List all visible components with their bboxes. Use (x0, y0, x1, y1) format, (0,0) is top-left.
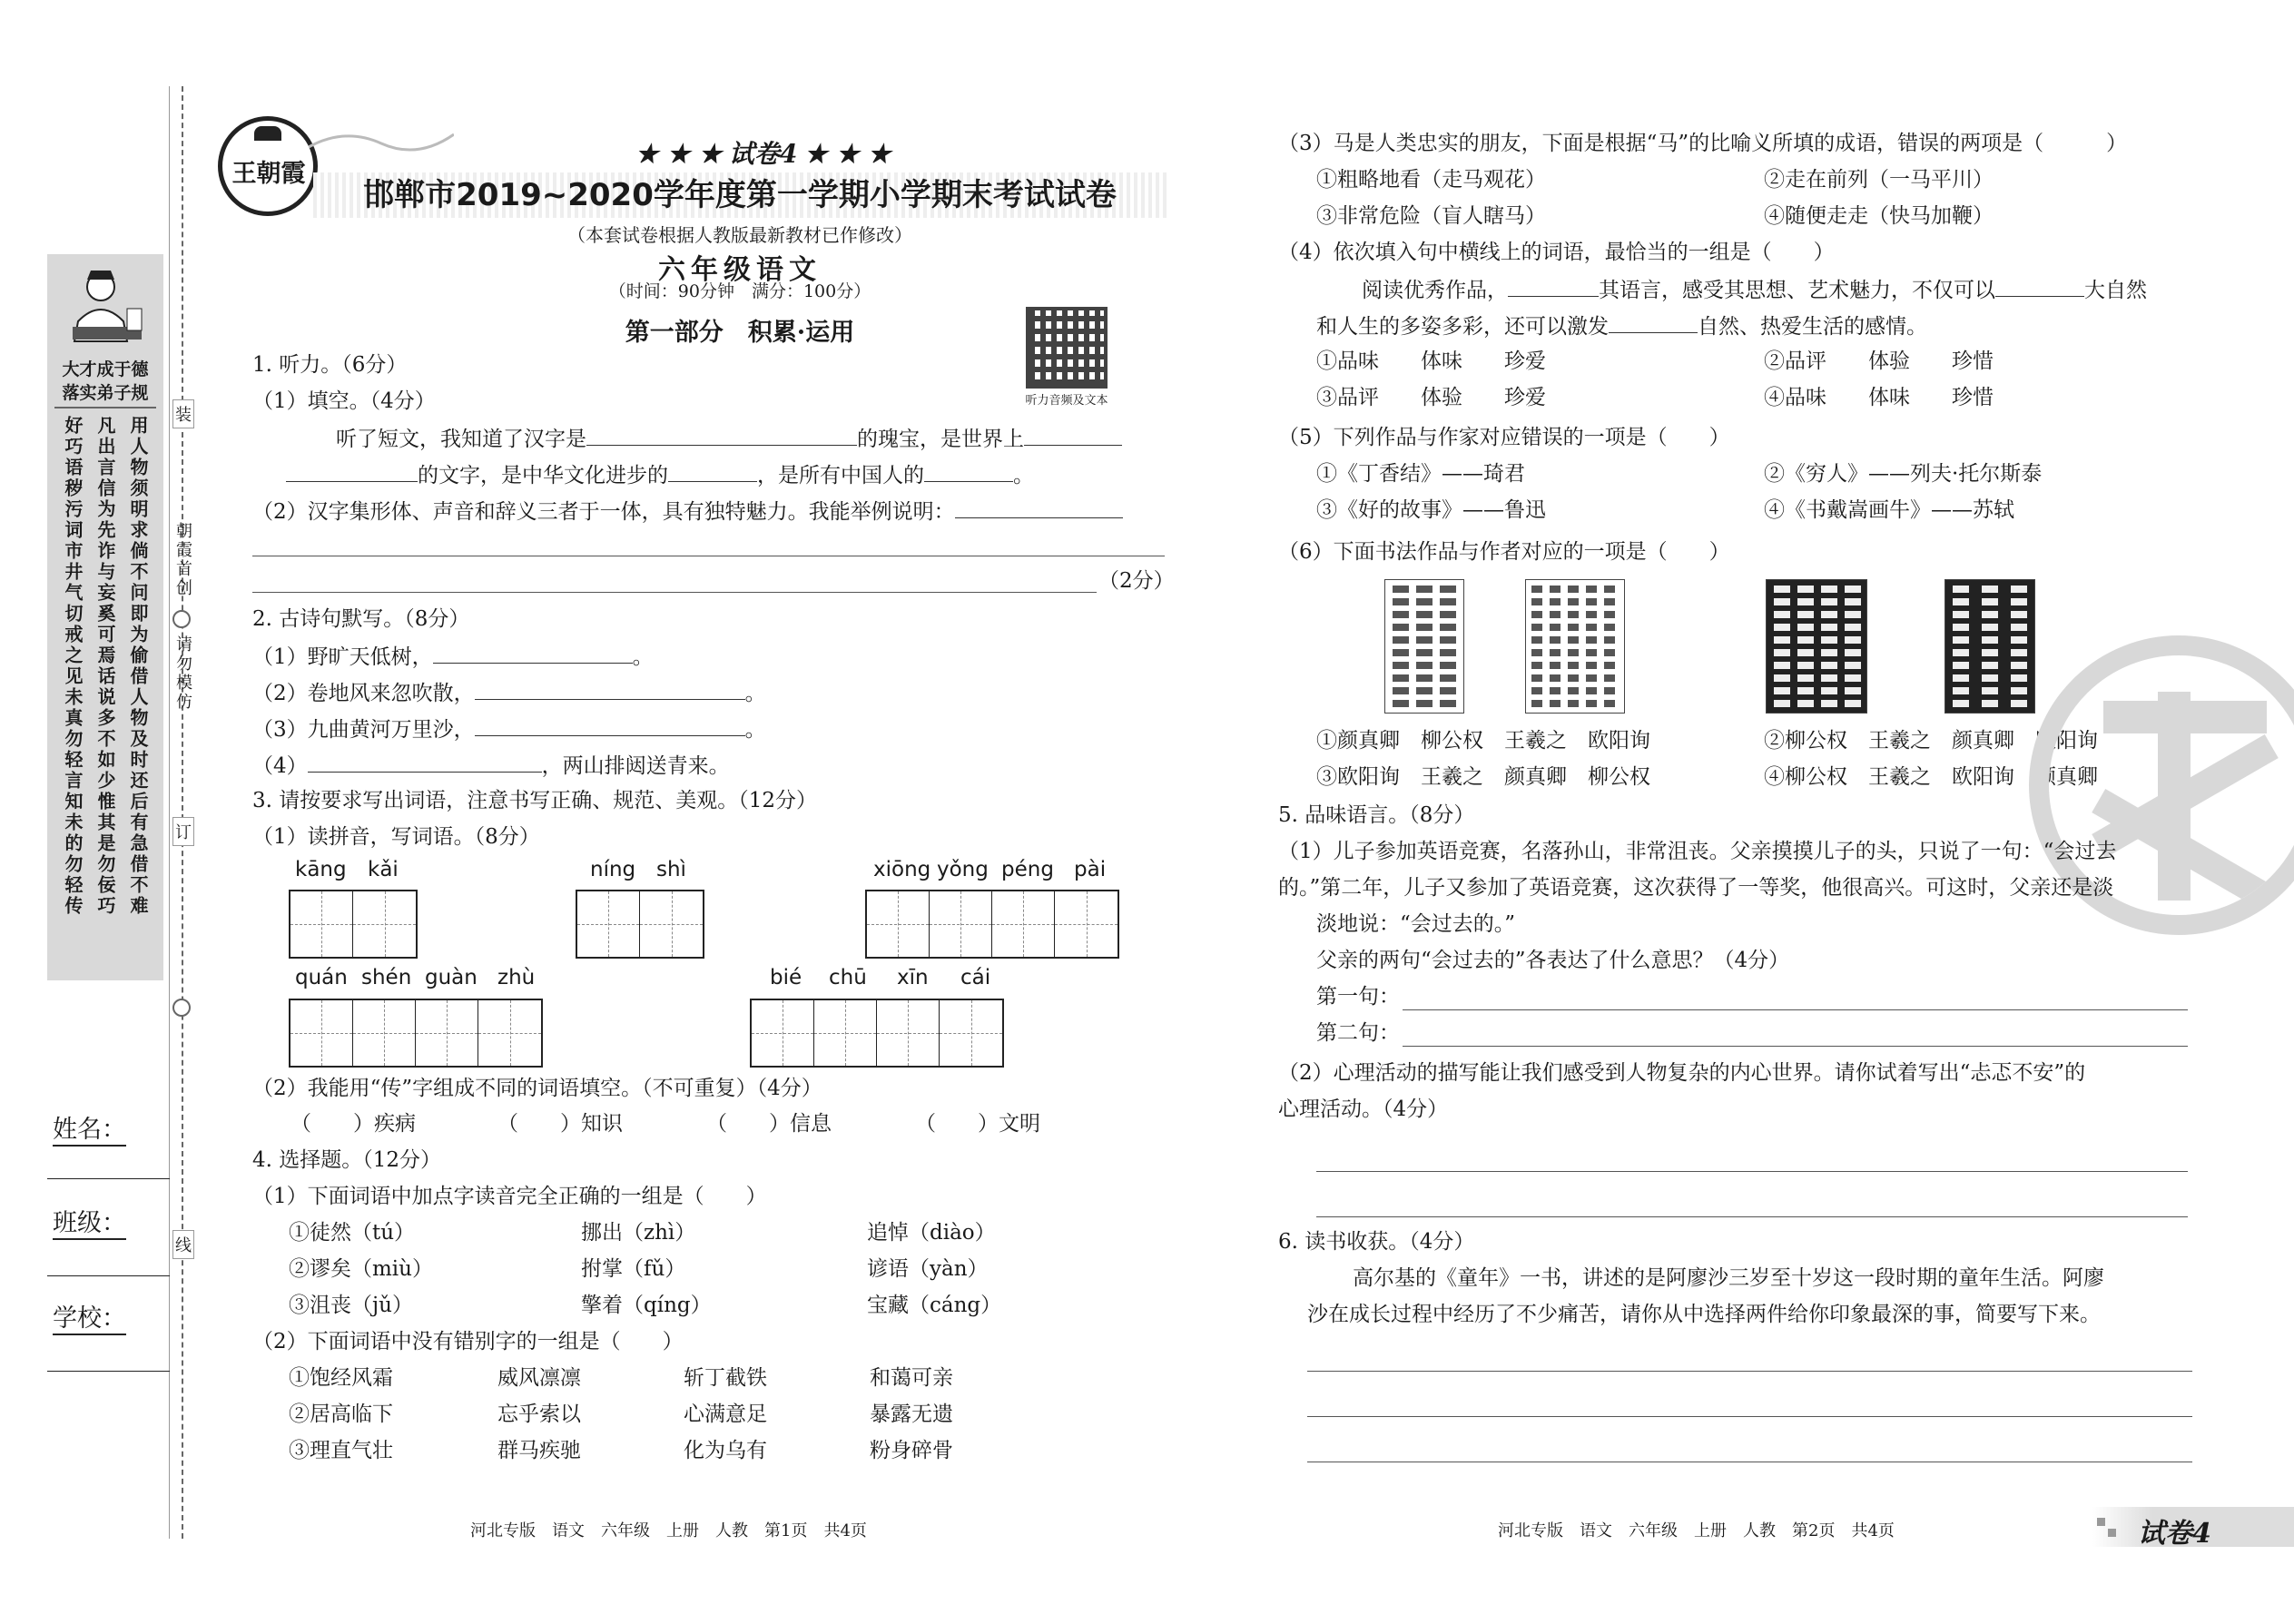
q2-blank-2[interactable] (475, 679, 745, 700)
brand-logo (218, 116, 318, 216)
pinyin-3-1: xiōng (873, 858, 931, 881)
q4-sub3-opt-1[interactable]: ①粗略地看（走马观花） (1316, 168, 1546, 192)
q1-sub2: （2）汉字集形体、声音和辞义三者于一体，具有独特魅力。我能举例说明： (252, 500, 955, 524)
class-label: 班级： (53, 1203, 126, 1240)
q2-title: 2. 古诗句默写。（8分） (252, 607, 470, 631)
writing-grid-2[interactable] (576, 890, 704, 959)
q3-sub1: （1）读拼音，写词语。（8分） (252, 825, 540, 849)
class-field[interactable] (47, 1275, 170, 1276)
calligraphy-sample-4 (1944, 579, 2035, 714)
pinyin-1-1: kāng (295, 858, 347, 881)
q3-title: 3. 请按要求写出词语，注意书写正确、规范、美观。（12分） (252, 789, 818, 812)
q5-first-label: 第一句： (1316, 985, 1400, 1009)
q4-sub2-opt-2a[interactable]: ②居高临下 (289, 1403, 393, 1426)
q4-sub2-opt-1b[interactable]: 威风凛凛 (497, 1366, 581, 1390)
q4-sub4-text-b: 其语言，感受其思想、艺术魅力，不仅可以 (1599, 279, 1995, 302)
footer-left: 河北专版 语文 六年级 上册 人教 第1页 共4页 (470, 1521, 867, 1540)
pinyin-5-2: chū (829, 966, 867, 989)
pinyin-3-4: pài (1074, 858, 1107, 881)
q4-sub5-opt-1[interactable]: ①《丁香结》——琦君 (1316, 462, 1525, 486)
footer-right: 河北专版 语文 六年级 上册 人教 第2页 共4页 (1498, 1521, 1895, 1540)
q4-sub1-opt-2a[interactable]: ②谬矣（miù） (289, 1257, 433, 1281)
q6-para1: 高尔基的《童年》一书，讲述的是阿廖沙三岁至十岁这一段时期的童年生活。阿廖 (1353, 1266, 2104, 1290)
q1-blank-2[interactable] (1024, 425, 1122, 446)
q5-first-answer[interactable] (1403, 1009, 2188, 1010)
q4-sub5-opt-3[interactable]: ③《好的故事》——鲁迅 (1316, 498, 1546, 522)
name-field[interactable] (47, 1178, 170, 1179)
pinyin-3-2: yǒng (937, 858, 989, 881)
pinyin-1-2: kǎi (368, 858, 399, 881)
q1-answer-line-2[interactable] (252, 592, 1097, 593)
q3-fill-2[interactable]: （ ）知识 (497, 1112, 623, 1136)
q1-blank-3[interactable] (286, 461, 418, 482)
writing-grid-5[interactable] (750, 999, 1004, 1068)
sidebar-slogan-2: 落实弟子规 (62, 383, 149, 403)
q5-sub2-line1: （2）心理活动的描写能让我们感受到人物复杂的内心世界。请你试着写出“忐忑不安”的 (1278, 1061, 2086, 1085)
q2-line4 (252, 752, 730, 779)
q4-sub4-blank-3[interactable] (1609, 312, 1698, 333)
q4-sub5: （5）下列作品与作家对应错误的一项是（ ） (1278, 426, 1730, 449)
q4-sub2-opt-2d[interactable]: 暴露无遗 (870, 1403, 953, 1426)
q3-sub2: （2）我能用“传”字组成不同的词语填空。（不可重复）（4分） (252, 1077, 822, 1100)
part1-title: 第一部分 积累·运用 (625, 319, 855, 347)
q1-text-d: ，是所有中国人的 (757, 464, 924, 487)
pinyin-4-2: shén (361, 966, 412, 989)
q4-sub4-opt-4[interactable]: ④品味 体味 珍惜 (1764, 386, 1994, 409)
title-banner (313, 172, 1167, 218)
q4-sub1-opt-1b[interactable]: 挪出（zhì） (581, 1221, 696, 1245)
logo-text: 王朝霞 (231, 160, 306, 188)
q4-sub2-opt-3b[interactable]: 群马疾驰 (497, 1439, 581, 1462)
logo-crown-icon (254, 126, 281, 141)
pinyin-5-4: cái (960, 966, 991, 989)
q1-text-c: 的文字，是中华文化进步的 (418, 464, 668, 487)
exam-number-label: ★ ★ ★ 试卷4 ★ ★ ★ (635, 139, 891, 169)
q5-question: 父亲的两句“会过去的”各表达了什么意思？（4分） (1316, 949, 1790, 972)
q1-sub2-line (252, 497, 1123, 525)
q4-sub1-opt-1c[interactable]: 追悼（diào） (867, 1221, 996, 1245)
q4-sub4-opt-1[interactable]: ①品味 体味 珍爱 (1316, 349, 1546, 373)
grade-subject: 六年级语文 (658, 254, 822, 286)
q5-para1: （1）儿子参加英语竞赛，名落孙山，非常沮丧。父亲摸摸儿子的头，只说了一句：“会过去 (1278, 840, 2117, 863)
footer-tag-squares (2097, 1518, 2117, 1538)
q4-sub1-opt-2b[interactable]: 拊掌（fǔ） (581, 1257, 686, 1281)
writing-grid-3[interactable] (865, 890, 1119, 959)
q2-period-2: 。 (744, 682, 766, 705)
q1-text-a: 听了短文，我知道了汉字是 (336, 428, 586, 451)
q2-line2 (252, 679, 766, 706)
pinyin-4-3: guàn (425, 966, 478, 989)
pinyin-4-4: zhù (497, 966, 536, 989)
school-field[interactable] (47, 1371, 170, 1372)
q4-sub4-para2 (1316, 312, 1927, 340)
q1-sub1-line1 (336, 425, 1122, 452)
cut-mark-2: 订 (172, 817, 194, 846)
q5-para2: 的。”第二年，儿子又参加了英语竞赛，这次获得了一等奖，他很高兴。可这时，父亲还是淡 (1278, 876, 2114, 900)
q4-sub3-opt-2[interactable]: ②走在前列（一马平川） (1764, 168, 1994, 192)
q3-fill-4[interactable]: （ ）文明 (915, 1112, 1040, 1136)
q4-sub3: （3）马是人类忠实的朋友，下面是根据“马”的比喻义所填的成语，错误的两项是（ ） (1278, 132, 2128, 155)
q6-para2: 沙在成长过程中经历了不少痛苦，请你从中选择两件给你印象最深的事，简要写下来。 (1307, 1303, 2101, 1326)
time-score: （时间：90分钟 满分：100分） (608, 281, 871, 301)
q5-sub2-line2: 心理活动。（4分） (1278, 1097, 1449, 1121)
q4-sub5-opt-4[interactable]: ④《书戴嵩画牛》——苏轼 (1764, 498, 2014, 522)
sidebar-column-1: 用人物须明求倘不问即为偷借人物及时还后有急借不难 (127, 416, 149, 917)
q2-blank-3[interactable] (475, 715, 745, 736)
exam-number: 试卷4 (728, 139, 798, 169)
q4-sub3-opt-4[interactable]: ④随便走走（快马加鞭） (1764, 204, 1994, 228)
sidebar-panel (47, 254, 163, 980)
q4-sub2-opt-3c[interactable]: 化为乌有 (684, 1439, 767, 1462)
pinyin-3-3: péng (1001, 858, 1054, 881)
q2-l4-post: ，两山排闼送青来。 (541, 754, 730, 778)
q4-sub1-opt-3c[interactable]: 宝藏（cáng） (867, 1294, 1002, 1317)
q4-sub4-blank-2[interactable] (1995, 276, 2084, 297)
q1-sub2-score: （2分） (1098, 569, 1175, 593)
margin-solid-rule (169, 86, 170, 1539)
q4-sub2-opt-1d[interactable]: 和蔼可亲 (870, 1366, 953, 1390)
q6-title: 6. 读书收获。（4分） (1278, 1230, 1475, 1254)
q4-sub3-opt-3[interactable]: ③非常危险（盲人瞎马） (1316, 204, 1546, 228)
q5-sub2-answer-1[interactable] (1316, 1171, 2188, 1172)
qr-caption: 听力音频及文本 (1025, 394, 1108, 408)
q4-sub6-opt-2[interactable]: ②柳公权 王羲之 颜真卿 欧阳询 (1764, 729, 2098, 753)
q1-sub1-line2 (286, 461, 1034, 488)
footer-tag: 试卷4 (2138, 1518, 2211, 1550)
q4-sub4-text-a: 阅读优秀作品， (1362, 279, 1508, 302)
q4-sub4-text-c: 大自然 (2084, 279, 2147, 302)
pinyin-4-1: quán (295, 966, 348, 989)
q4-sub4-text-e: 自然、热爱生活的感情。 (1698, 315, 1927, 339)
q2-blank-1[interactable] (433, 643, 633, 664)
margin-dotted-rule (182, 86, 183, 1539)
q4-sub2-opt-2c[interactable]: 心满意足 (684, 1403, 767, 1426)
q2-period-1: 。 (632, 645, 654, 669)
q5-para3: 淡地说：“会过去的。” (1316, 912, 1516, 936)
q2-period-3: 。 (744, 718, 766, 742)
sidebar-slogan-1: 大才成于德 (62, 359, 149, 379)
q4-sub6: （6）下面书法作品与作者对应的一项是（ ） (1278, 540, 1730, 564)
q4-sub2: （2）下面词语中没有错别字的一组是（ ） (252, 1330, 684, 1353)
q1-text-b: 的瑰宝，是世界上 (857, 428, 1024, 451)
q1-end: 。 (1013, 464, 1034, 487)
q4-sub1: （1）下面词语中加点字读音完全正确的一组是（ ） (252, 1185, 767, 1208)
writing-grid-4[interactable] (289, 999, 543, 1068)
q2-l3-text: （3）九曲黄河万里沙， (252, 718, 475, 742)
cut-mark-3: 线 (172, 1230, 194, 1259)
q4-sub2-opt-3a[interactable]: ③理直气壮 (289, 1439, 393, 1462)
ribbon-decoration (309, 127, 454, 154)
pinyin-5-3: xīn (897, 966, 929, 989)
q1-blank-4[interactable] (668, 461, 757, 482)
qr-code[interactable] (1026, 307, 1108, 389)
q4-sub1-opt-3b[interactable]: 擎着（qíng） (581, 1294, 712, 1317)
q1-blank-1[interactable] (586, 425, 857, 446)
q4-sub2-opt-1a[interactable]: ①饱经风霜 (289, 1366, 393, 1390)
q1-title: 1. 听力。（6分） (252, 353, 408, 377)
sidebar-slogan-divider (54, 407, 156, 408)
q2-l2-text: （2）卷地风来忽吹散， (252, 682, 475, 705)
q4-sub6-opt-4[interactable]: ④柳公权 王羲之 欧阳询 颜真卿 (1764, 765, 2098, 789)
fold-text-2: 请勿模仿 (173, 635, 192, 712)
q4-sub6-opt-3[interactable]: ③欧阳询 王羲之 颜真卿 柳公权 (1316, 765, 1650, 789)
circle-mark-1 (172, 610, 191, 628)
fold-text-1: 朝霞首创 (173, 522, 192, 598)
q4-sub2-opt-2b[interactable]: 忘乎索以 (497, 1403, 581, 1426)
calligraphy-sample-2 (1525, 579, 1625, 714)
pinyin-2-1: níng (590, 858, 636, 881)
q2-blank-4[interactable] (308, 752, 542, 773)
calligraphy-sample-1 (1384, 579, 1464, 714)
q1-sub2-blank[interactable] (955, 497, 1123, 518)
q4-sub4-opt-3[interactable]: ③品评 体验 珍爱 (1316, 386, 1546, 409)
q4-sub4-para1 (1362, 276, 2147, 303)
q4-title: 4. 选择题。（12分） (252, 1148, 442, 1172)
q4-sub4: （4）依次填入句中横线上的词语，最恰当的一组是（ ） (1278, 241, 1835, 264)
sidebar-column-2: 凡出言信为先诈与妄奚可焉话说多不如少惟其是勿佞巧 (94, 416, 116, 917)
q2-line3 (252, 715, 766, 743)
q4-sub4-text-d: 和人生的多姿多彩，还可以激发 (1316, 315, 1609, 339)
q4-sub2-opt-1c[interactable]: 斩丁截铁 (684, 1366, 767, 1390)
exam-subtitle: （本套试卷根据人教版最新教材已作修改） (567, 224, 912, 246)
q2-l4-pre: （4） (252, 754, 308, 778)
q4-sub5-opt-2[interactable]: ②《穷人》——列夫·托尔斯泰 (1764, 462, 2043, 486)
q3-fill-1[interactable]: （ ）疾病 (290, 1112, 416, 1136)
q1-sub1: （1）填空。（4分） (252, 389, 436, 413)
q5-title: 5. 品味语言。（8分） (1278, 803, 1475, 827)
q1-blank-5[interactable] (924, 461, 1013, 482)
q4-sub6-opt-1[interactable]: ①颜真卿 柳公权 王羲之 欧阳询 (1316, 729, 1650, 753)
q6-answer-2[interactable] (1307, 1416, 2192, 1417)
q2-line1 (252, 643, 654, 670)
sidebar-column-3: 好巧语秽污词市井气切戒之见未真勿轻言知未的勿轻传 (62, 416, 84, 917)
name-label: 姓名： (53, 1109, 126, 1147)
q3-fill-3[interactable]: （ ）信息 (706, 1112, 832, 1136)
pinyin-2-2: shì (656, 858, 686, 881)
q6-answer-1[interactable] (1307, 1371, 2192, 1372)
q5-second-answer[interactable] (1403, 1046, 2188, 1047)
exam-title: 邯郸市2019~2020学年度第一学期小学期末考试试卷 (363, 177, 1117, 213)
pinyin-5-1: bié (770, 966, 802, 989)
school-label: 学校： (53, 1298, 126, 1335)
q4-sub1-opt-3a[interactable]: ③沮丧（jǔ） (289, 1294, 413, 1317)
q2-l1-text: （1）野旷天低树， (252, 645, 433, 669)
writing-grid-1[interactable] (289, 890, 418, 959)
q4-sub1-opt-2c[interactable]: 谚语（yàn） (867, 1257, 989, 1281)
q5-second-label: 第二句： (1316, 1021, 1400, 1045)
calligraphy-sample-3 (1766, 579, 1867, 714)
q5-sub2-answer-2[interactable] (1316, 1216, 2188, 1217)
q4-sub1-opt-1a[interactable]: ①徒然（tú） (289, 1221, 416, 1245)
q4-sub4-opt-2[interactable]: ②品评 体验 珍惜 (1764, 349, 1994, 373)
circle-mark-2 (172, 999, 191, 1017)
q4-sub2-opt-3d[interactable]: 粉身碎骨 (870, 1439, 953, 1462)
cut-mark-1: 装 (172, 399, 194, 428)
q4-sub4-blank-1[interactable] (1508, 276, 1599, 297)
scholar-illustration (60, 267, 151, 353)
